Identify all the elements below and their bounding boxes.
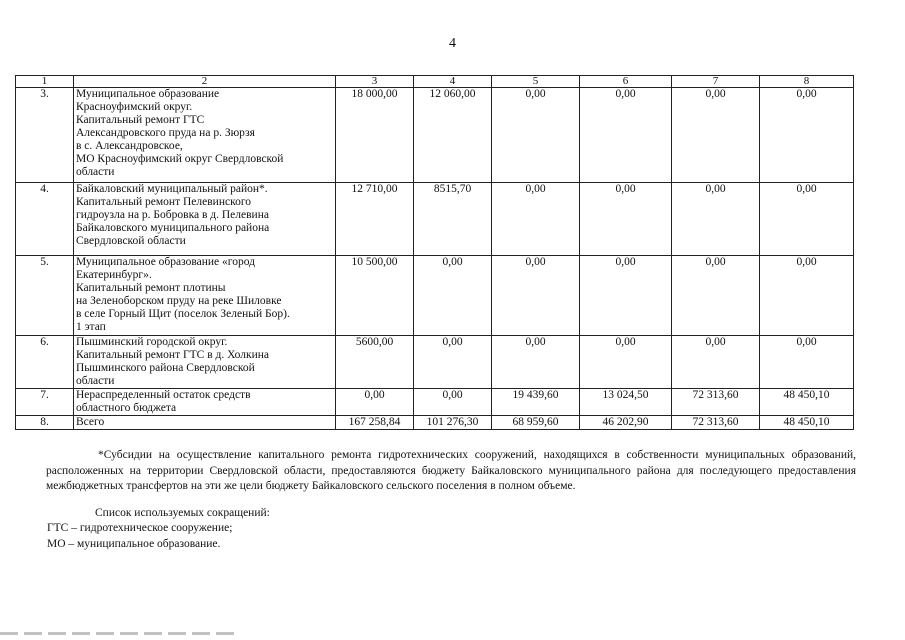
value-cell: 0,00 [580,336,672,389]
value-cell: 0,00 [672,256,760,336]
row-number: 8. [16,416,74,430]
row-description [74,88,336,183]
value-cell: 0,00 [672,183,760,256]
table-row [16,416,854,430]
header-cell: 6 [580,76,672,88]
description-line: Свердловской области [76,235,186,247]
description-line: области [76,166,115,178]
description-line: Байкаловского муниципального района [76,222,270,234]
description-line: Нераспределенный остаток средств [76,389,251,401]
header-cell: 3 [336,76,414,88]
value-cell: 0,00 [580,183,672,256]
value-cell: 48 450,10 [760,389,854,416]
header-cell: 5 [492,76,580,88]
value-cell: 167 258,84 [336,416,414,430]
value-cell: 0,00 [760,336,854,389]
header-row [16,76,854,88]
table-row [16,256,854,336]
value-cell: 0,00 [672,88,760,183]
description-line: Муниципальное образование «город [76,256,255,268]
description-line: Капитальный ремонт ГТС в д. Холкина [76,349,270,361]
value-cell: 12 060,00 [414,88,492,183]
abbreviation-item: ГТС – гидротехническое сооружение; [47,522,233,534]
description-line: в с. Александровское, [76,140,183,152]
description-line: Всего [76,416,105,428]
value-cell: 46 202,90 [580,416,672,430]
row-number: 7. [16,389,74,416]
description-line: Пышминского района Свердловской [76,362,255,374]
table-row [16,389,854,416]
value-cell: 101 276,30 [414,416,492,430]
abbreviations-title: Список используемых сокращений: [95,507,270,519]
description-line: МО Красноуфимский округ Свердловской [76,153,284,165]
description-line: области [76,375,115,387]
value-cell: 0,00 [414,336,492,389]
row-description [74,336,336,389]
row-number: 3. [16,88,74,183]
row-description [74,256,336,336]
value-cell: 72 313,60 [672,416,760,430]
description-line: в селе Горный Щит (поселок Зеленый Бор). [76,308,290,320]
value-cell: 72 313,60 [672,389,760,416]
description-line: областного бюджета [76,402,177,414]
description-line: Екатеринбург». [76,269,152,281]
value-cell: 12 710,00 [336,183,414,256]
description-line: 1 этап [76,321,106,333]
row-number: 5. [16,256,74,336]
value-cell: 0,00 [760,88,854,183]
description-line: Александровского пруда на р. Зюрзя [76,127,255,139]
value-cell: 0,00 [760,256,854,336]
table-row [16,336,854,389]
value-cell: 13 024,50 [580,389,672,416]
value-cell: 0,00 [672,336,760,389]
value-cell: 8515,70 [414,183,492,256]
value-cell: 0,00 [580,256,672,336]
description-line: Капитальный ремонт ГТС [76,114,205,126]
description-line: Капитальный ремонт плотины [76,282,226,294]
row-description [74,389,336,416]
value-cell: 0,00 [760,183,854,256]
description-line: Муниципальное образование [76,88,220,100]
footnote: *Субсидии на осуществление капитального ремонта гидротехнических сооружений, находящихся в собственности муниципальных образований, расположенных на территории Свердловской области, предоставляются бюджету Байкаловского муниципального района для последующего предоставления межбюджетных трансфертов на эти же цели бюджету Байкаловского сельского поселения в полном объеме. [46,449,856,492]
description-line: на Зеленоборском пруду на реке Шиловке [76,295,282,307]
header-cell: 4 [414,76,492,88]
table-row [16,88,854,183]
header-cell: 1 [16,76,74,88]
value-cell: 10 500,00 [336,256,414,336]
header-cell: 8 [760,76,854,88]
description-line: Красноуфимский округ. [76,101,193,113]
description-line: Пышминский городской округ. [76,336,228,348]
value-cell: 0,00 [492,88,580,183]
value-cell: 68 959,60 [492,416,580,430]
value-cell: 48 450,10 [760,416,854,430]
budget-table [15,75,854,430]
value-cell: 0,00 [492,256,580,336]
value-cell: 18 000,00 [336,88,414,183]
value-cell: 0,00 [414,256,492,336]
value-cell: 0,00 [414,389,492,416]
page-number: 4 [449,36,456,51]
value-cell: 0,00 [336,389,414,416]
description-line: Капитальный ремонт Пелевинского [76,196,252,208]
value-cell: 0,00 [492,183,580,256]
description-line: Байкаловский муниципальный район*. [76,183,268,195]
header-cell: 7 [672,76,760,88]
abbreviation-item: МО – муниципальное образование. [47,538,221,550]
header-cell: 2 [74,76,336,88]
row-number: 6. [16,336,74,389]
row-description [74,416,336,430]
description-line: гидроузла на р. Бобровка в д. Пелевина [76,209,269,221]
table-row [16,183,854,256]
value-cell: 5600,00 [336,336,414,389]
value-cell: 0,00 [580,88,672,183]
row-description [74,183,336,256]
row-number: 4. [16,183,74,256]
scan-artifact [0,632,240,635]
value-cell: 0,00 [492,336,580,389]
value-cell: 19 439,60 [492,389,580,416]
